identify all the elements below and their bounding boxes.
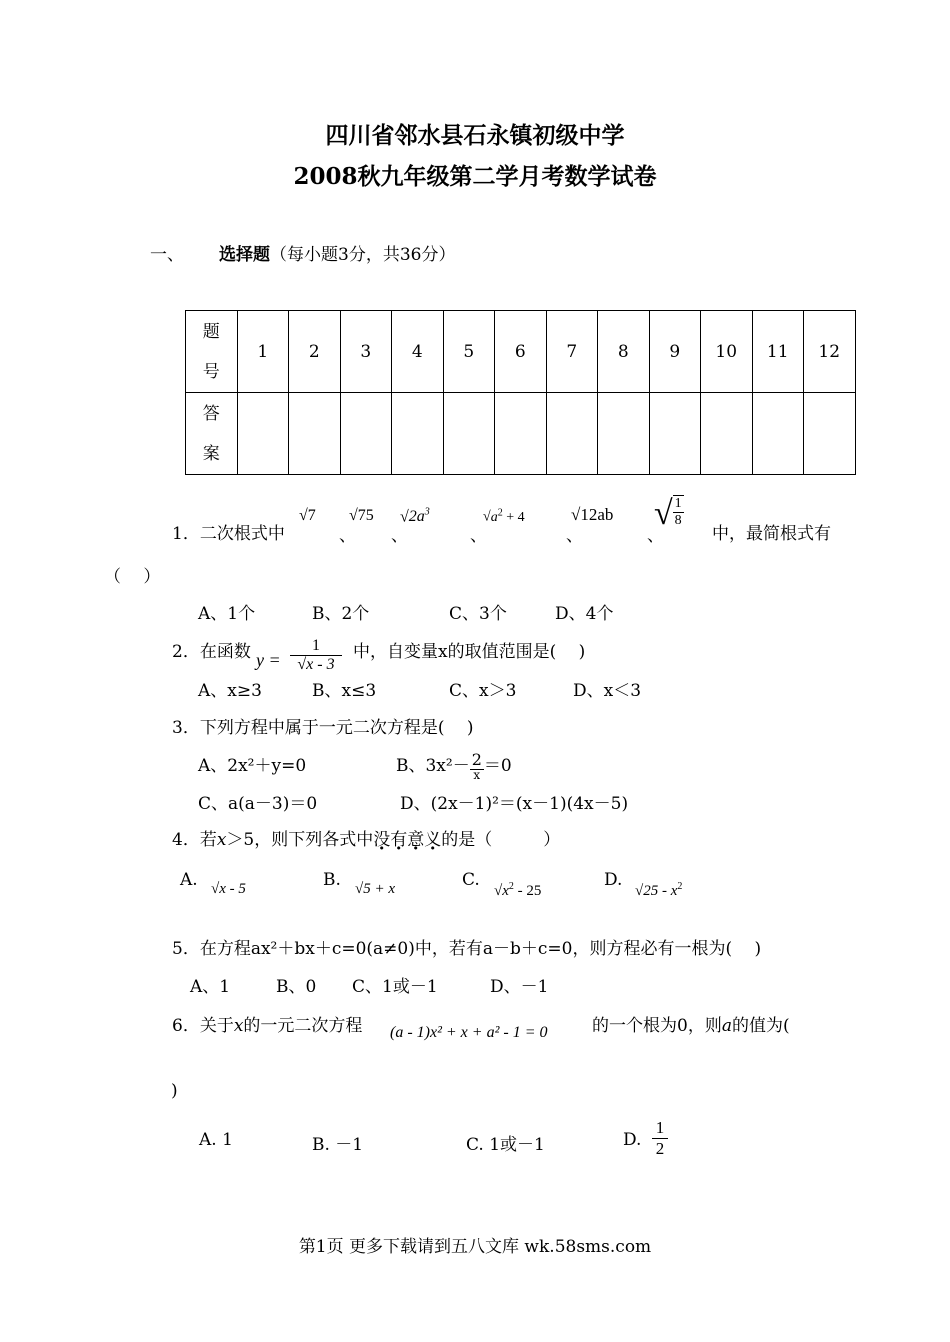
q6-option-d-num: 1: [652, 1118, 668, 1139]
section-note: （每小题3分，共36分）: [270, 245, 456, 265]
q2-numerator: 1: [290, 637, 342, 656]
label-char: 答: [202, 403, 220, 424]
q4-stem: 4．若x＞5，则下列各式中没有意义的是（ ）: [172, 830, 561, 850]
answer-table: [185, 310, 856, 475]
q3-option-b-post: ＝0: [483, 756, 512, 776]
q3-option-b[interactable]: [396, 751, 512, 780]
answer-cell[interactable]: [495, 393, 547, 475]
q1-answer-paren: （ ）: [104, 567, 161, 587]
table-row: [186, 311, 856, 393]
answer-cell[interactable]: [289, 393, 341, 475]
q6-option-c[interactable]: C. 1或－1: [466, 1135, 545, 1155]
label-char: 号: [202, 361, 220, 382]
answer-cell[interactable]: [752, 393, 804, 475]
question-number: 5: [443, 311, 495, 393]
q4-option-c[interactable]: $√x^2 - 25$: [494, 881, 542, 899]
q1-sep: 、: [339, 526, 356, 546]
q2-tail: 中，自变量x的取值范围是( ): [353, 642, 586, 662]
q2-stem: 2．在函数: [172, 642, 251, 662]
q3-stem: 3．下列方程中属于一元二次方程是( ): [172, 718, 474, 738]
q5-option-b[interactable]: B、0: [276, 977, 317, 997]
question-number: 7: [546, 311, 598, 393]
answer-cell[interactable]: [392, 393, 444, 475]
q3-option-b-num: 2: [471, 749, 482, 769]
q1-radical-1: √7: [299, 507, 316, 524]
table-row: [186, 393, 856, 475]
answer-cell[interactable]: [701, 393, 753, 475]
question-number: 6: [495, 311, 547, 393]
q1-option-c[interactable]: C、3个: [449, 604, 507, 624]
q1-radical-6: √ $\frac{1}{8}$: [654, 495, 682, 532]
page-footer: 第1页 更多下载请到五八文库 wk.58sms.com: [298, 1237, 652, 1257]
q2-fraction: [290, 637, 342, 674]
answer-cell[interactable]: [443, 393, 495, 475]
q1-sep: 、: [566, 526, 583, 546]
row-label-answer: [186, 393, 238, 475]
q4-option-a[interactable]: √x - 5: [211, 881, 246, 897]
q1-option-a[interactable]: A、1个: [198, 604, 256, 624]
question-number: 10: [701, 311, 753, 393]
q1-tail: 中，最简根式有: [712, 524, 831, 544]
q4-option-d[interactable]: $√25 - x^2$: [635, 881, 683, 899]
section-number: 一、: [150, 245, 184, 265]
q3-option-a[interactable]: A、2x²＋y=0: [198, 756, 307, 776]
q5-option-a[interactable]: A、1: [190, 977, 231, 997]
section-title: 选择题: [219, 245, 270, 265]
q5-option-d[interactable]: D、－1: [490, 977, 549, 997]
q2-option-a[interactable]: A、x≥3: [198, 681, 262, 701]
question-number: 3: [340, 311, 392, 393]
q6-stem-tail: 的一个根为0，则a的值为(: [592, 1016, 790, 1036]
q1-radical-3: $√2a^3$: [400, 507, 430, 526]
q6-option-a[interactable]: A. 1: [199, 1130, 233, 1150]
question-number: 2: [289, 311, 341, 393]
question-number: 12: [804, 311, 856, 393]
q6-option-d-label[interactable]: D.: [623, 1130, 642, 1150]
q3-option-b-den: x: [473, 767, 481, 782]
q1-sep: 、: [391, 526, 408, 546]
q5-stem: 5．在方程ax²＋bx＋c=0(a≠0)中，若有a－b＋c=0，则方程必有一根为( ): [172, 939, 762, 959]
q4-option-b-label[interactable]: B.: [323, 870, 341, 890]
answer-cell[interactable]: [804, 393, 856, 475]
q3-option-d[interactable]: D、(2x－1)²＝(x－1)(4x－5): [400, 794, 629, 814]
q5-option-c[interactable]: C、1或－1: [352, 977, 438, 997]
q1-radical-5: √12ab: [571, 505, 614, 524]
q4-option-c-label[interactable]: C.: [462, 870, 480, 890]
q4-option-a-label[interactable]: A.: [180, 870, 198, 890]
question-number: 11: [752, 311, 804, 393]
q6-option-b[interactable]: B. －1: [312, 1135, 364, 1155]
q2-option-b[interactable]: B、x≤3: [312, 681, 377, 701]
q1-stem: 1．二次根式中: [172, 524, 285, 544]
question-number: 8: [598, 311, 650, 393]
label-char: 案: [202, 443, 220, 464]
question-number: 9: [649, 311, 701, 393]
title-line-1: 四川省邻水县石永镇初级中学: [325, 122, 625, 149]
q1-sep: 、: [647, 526, 664, 546]
answer-cell[interactable]: [340, 393, 392, 475]
q1-radical-4: $√a^2 + 4$: [483, 507, 525, 525]
question-number: 1: [237, 311, 289, 393]
q1-radical-2: √75: [349, 507, 374, 524]
label-char: 题: [202, 321, 220, 342]
row-label-number: [186, 311, 238, 393]
q4-option-b[interactable]: √5 + x: [355, 881, 396, 897]
q6-option-d-fraction[interactable]: [652, 1118, 668, 1159]
answer-cell[interactable]: [237, 393, 289, 475]
q6-close-paren: ): [171, 1081, 178, 1101]
q4-option-d-label[interactable]: D.: [604, 870, 623, 890]
q1-option-d[interactable]: D、4个: [555, 604, 614, 624]
q1-sep: 、: [470, 526, 487, 546]
answer-cell[interactable]: [546, 393, 598, 475]
q2-option-d[interactable]: D、x＜3: [573, 681, 642, 701]
q1-option-b[interactable]: B、2个: [312, 604, 370, 624]
section-heading: [219, 240, 455, 265]
question-number: 4: [392, 311, 444, 393]
q6-equation: (a - 1)x² + x + a² - 1 = 0: [390, 1024, 548, 1041]
answer-cell[interactable]: [598, 393, 650, 475]
q3-option-b-pre: B、3x²－: [396, 756, 470, 776]
q6-option-d-den: 2: [655, 1139, 665, 1158]
answer-cell[interactable]: [649, 393, 701, 475]
q6-stem: 6．关于x的一元二次方程: [172, 1016, 363, 1036]
title-line-2: 2008秋九年级第二学月考数学试卷: [293, 163, 657, 190]
q2-option-c[interactable]: C、x＞3: [449, 681, 517, 701]
q2-denominator: √x - 3: [297, 656, 335, 673]
q3-option-c[interactable]: C、a(a－3)＝0: [198, 794, 318, 814]
q2-y: y =: [256, 650, 281, 670]
